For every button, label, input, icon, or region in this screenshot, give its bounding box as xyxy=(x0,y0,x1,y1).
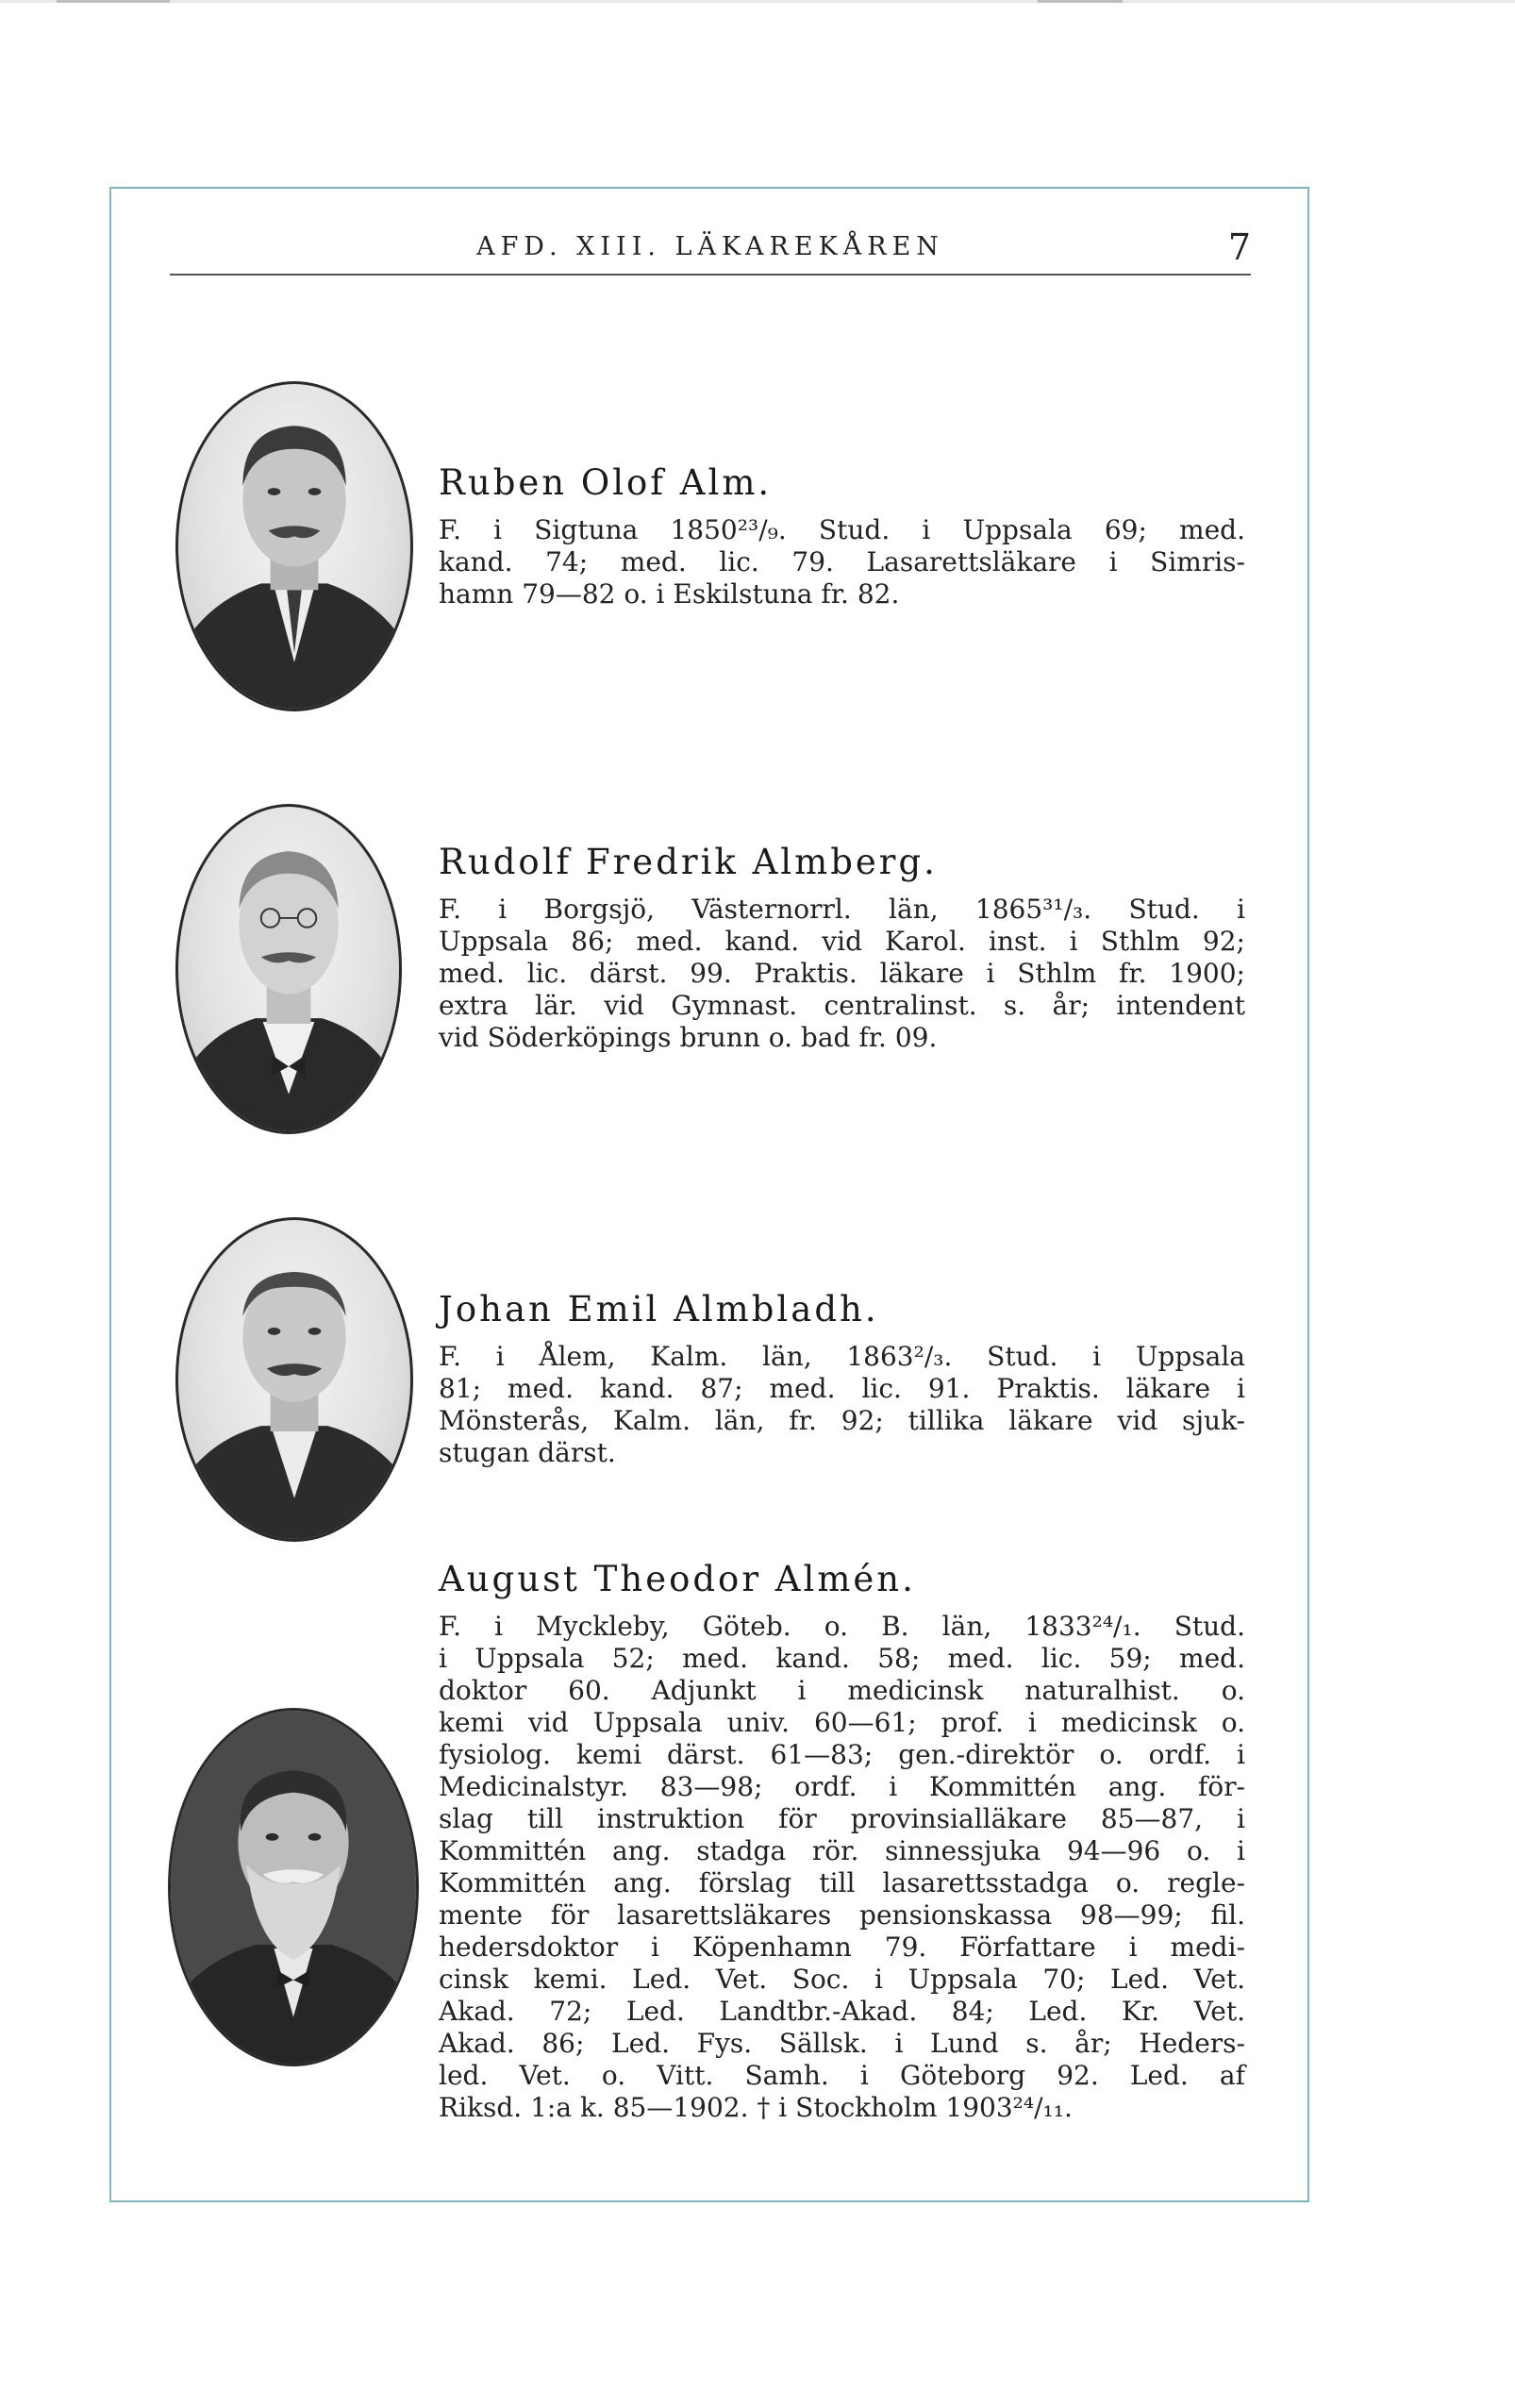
biography-line: mente för lasarettsläkares pensionskassa 98—99; fil. xyxy=(439,1899,1245,1931)
page-number: 7 xyxy=(1227,226,1251,268)
entry-johan-emil-almbladh xyxy=(439,1289,1245,1469)
biography-line: hamn 79—82 o. i Eskilstuna fr. 82. xyxy=(439,578,900,610)
biography-line: Medicinalstyr. 83—98; ordf. i Kommittén ang. för- xyxy=(439,1771,1245,1802)
running-title: AFD. XIII. LÄKAREKÅREN xyxy=(476,232,944,261)
portrait-figure xyxy=(178,807,399,1131)
entry-ruben-olof-alm xyxy=(439,462,1245,610)
entry-name: Rudolf Fredrik Almberg. xyxy=(439,842,938,882)
page-header xyxy=(170,223,1251,276)
biography-line: extra lär. vid Gymnast. centralinst. s. år; intendent xyxy=(439,990,1245,1021)
biography-line: Akad. 86; Led. Fys. Sällsk. i Lund s. år; Heders- xyxy=(439,2028,1245,2059)
entry-name: August Theodor Almén. xyxy=(439,1559,916,1599)
entry-biography xyxy=(439,1611,1245,2124)
biography-line: Uppsala 86; med. kand. vid Karol. inst. i Sthlm 92; xyxy=(439,926,1245,957)
scan-edge-rule xyxy=(0,0,1515,3)
entry-biography xyxy=(439,514,1245,610)
biography-line: 81; med. kand. 87; med. lic. 91. Praktis. läkare i xyxy=(439,1373,1245,1404)
biography-line: F. i Myckleby, Göteb. o. B. län, 1833²⁴/₁. Stud. xyxy=(439,1611,1245,1642)
biography-line: kand. 74; med. lic. 79. Lasarettsläkare i Simris- xyxy=(439,546,1245,577)
biography-line: Mönsterås, Kalm. län, fr. 92; tillika läkare vid sjuk- xyxy=(439,1405,1245,1436)
biography-line: Akad. 72; Led. Landtbr.-Akad. 84; Led. Kr. Vet. xyxy=(439,1996,1245,2027)
biography-line: hedersdoktor i Köpenhamn 79. Författare i medi- xyxy=(439,1931,1245,1963)
portrait-rudolf-fredrik-almberg xyxy=(175,804,402,1134)
biography-line: vid Söderköpings brunn o. bad fr. 09. xyxy=(439,1022,938,1053)
biography-line: Kommittén ang. stadga rör. sinnessjuka 94—96 o. i xyxy=(439,1835,1245,1866)
entry-rudolf-fredrik-almberg xyxy=(439,842,1245,1054)
portrait-august-theodor-almen xyxy=(168,1708,419,2066)
biography-line: Kommittén ang. förslag till lasarettsstadga o. regle- xyxy=(439,1867,1245,1898)
biography-line: F. i Borgsjö, Västernorrl. län, 1865³¹/₃. Stud. i xyxy=(439,894,1245,925)
biography-line: F. i Ålem, Kalm. län, 1863²/₃. Stud. i Uppsala xyxy=(439,1341,1245,1372)
entry-biography xyxy=(439,1341,1245,1469)
entry-biography xyxy=(439,894,1245,1054)
biography-line: Riksd. 1:a k. 85—1902. † i Stockholm 1903²⁴/₁₁. xyxy=(439,2092,1073,2123)
biography-line: F. i Sigtuna 1850²³/₉. Stud. i Uppsala 69; med. xyxy=(439,514,1245,545)
biography-line: fysiolog. kemi därst. 61—83; gen.-direktör o. ordf. i xyxy=(439,1739,1245,1770)
entry-august-theodor-almen xyxy=(439,1559,1245,2124)
biography-line: i Uppsala 52; med. kand. 58; med. lic. 59; med. xyxy=(439,1643,1245,1674)
entry-name: Johan Emil Almbladh. xyxy=(439,1289,879,1329)
biography-line: kemi vid Uppsala univ. 60—61; prof. i medicinsk o. xyxy=(439,1707,1245,1738)
portrait-figure xyxy=(171,1711,416,2064)
portrait-ruben-olof-alm xyxy=(175,381,413,711)
biography-line: stugan därst. xyxy=(439,1437,616,1468)
biography-line: slag till instruktion för provinsialläkare 85—87, i xyxy=(439,1803,1245,1834)
portrait-figure xyxy=(178,384,410,709)
biography-line: led. Vet. o. Vitt. Samh. i Göteborg 92. Led. af xyxy=(439,2060,1245,2091)
biography-line: cinsk kemi. Led. Vet. Soc. i Uppsala 70; Led. Vet. xyxy=(439,1964,1245,1995)
biography-line: doktor 60. Adjunkt i medicinsk naturalhist. o. xyxy=(439,1675,1245,1706)
biography-line: med. lic. därst. 99. Praktis. läkare i Sthlm fr. 1900; xyxy=(439,958,1245,989)
portrait-johan-emil-almbladh xyxy=(175,1217,413,1542)
portrait-figure xyxy=(178,1220,410,1539)
entry-name: Ruben Olof Alm. xyxy=(439,462,773,503)
